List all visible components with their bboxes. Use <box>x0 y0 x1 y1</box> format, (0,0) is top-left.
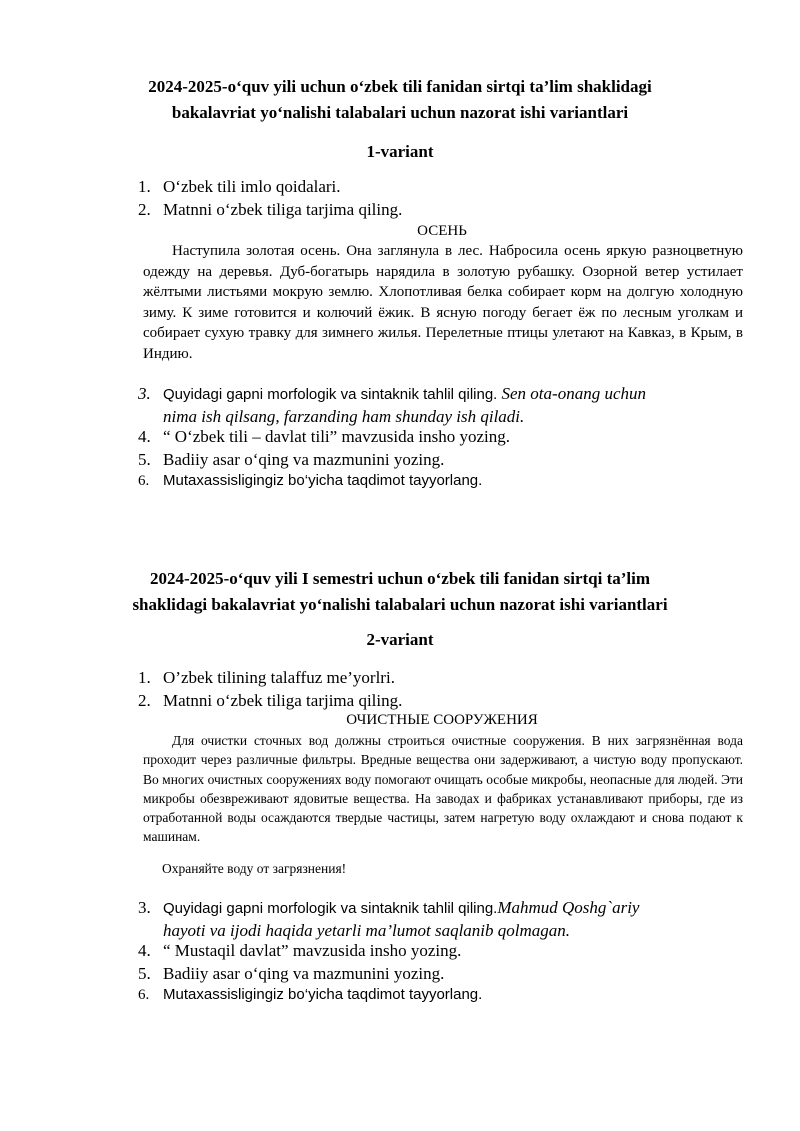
v1-item-2-text: Matnni o‘zbek tiligа tаrjimа qiling. <box>163 200 403 219</box>
v1-item-6-number: 6. <box>138 473 150 489</box>
v2-item-1-text: O’zbek tilining talaffuz me’yorlri. <box>163 668 395 687</box>
v2-item-2-number: 2. <box>138 691 151 710</box>
v1-variant-label: 1-variant <box>366 142 434 161</box>
v1-item-6-text: Mutaxassisligingiz bo‘yicha taqdimot tayyorlang. <box>163 472 483 489</box>
v1-item-3-task: Quyidagi gapni morfologik va sintaknik tahlil qiling. <box>163 386 502 403</box>
v1-item-1-number: 1. <box>138 177 151 196</box>
v1-item-5-text: Badiiy asar o‘qing va mazmunini yozing. <box>163 450 445 469</box>
v1-item-3-text <box>163 383 744 428</box>
v2-item-3-text <box>163 897 744 942</box>
v1-title-line2: bakalavriat yo‘nalishi talabalari uchun nazorat ishi variantlari <box>171 103 629 122</box>
v1-item-4-text: “ O‘zbek tili – davlat tili” mavzusida insho yozing. <box>163 427 510 446</box>
v2-text-title: ОЧИСТНЫЕ СООРУЖЕНИЯ <box>346 712 538 728</box>
v2-list-item-3 <box>138 897 744 941</box>
v2-text-closing: Охраняйте воду от загрязнения! <box>162 861 347 876</box>
v1-item-3-number: 3. <box>138 384 151 403</box>
v2-item-6-number: 6. <box>138 987 150 1003</box>
v2-title-line1: 2024-2025-o‘quv yili I semestri uchun o‘zbek tili fanidan sirtqi ta’lim <box>149 569 651 588</box>
v1-text-body: Наступила золотая осень. Она заглянула в лес. Набросила осень яркую разноцветную одежду на деревья. Дуб-богатырь нарядила в золотую рубашку. Озорной ветер устилает жёлтыми листьями мокрую землю. Хлопотливая белка собирает корм на долгую холодную зиму. К зиме готовится и колючий ёжик. В ясную погоду бегает ёж по лесным уголкам и собирает сухую травку для зимнего жилья. Перелетные птицы улетают на Кавказ, в Крым, в Индию. <box>143 243 743 362</box>
v2-text-body: Для очистки сточных вод должны строиться очистные сооружения. В них загрязнённая вода проходит через различные фильтры. Вредные вещества они задерживают, а чистую воду пропускают. Во многих очистных сооружениях воду помогают очищать особые микробы, неопасные для людей. Эти микробы обезвреживают ядовитые вещества. На заводах и фабриках устанавливают приборы, где из отработанной воды осаждаются твердые частицы, затем нагретую воду охлаждают и снова подают к машинам. <box>143 733 743 845</box>
v2-item-2-text: Matnni o‘zbek tiligа tаrjimа qiling. <box>163 691 403 710</box>
v2-item-5-number: 5. <box>138 964 151 983</box>
v2-item-5-text: Badiiy asar o‘qing va mazmunini yozing. <box>163 964 445 983</box>
v1-text-title: ОСЕНЬ <box>417 223 467 239</box>
v2-item-3-task: Quyidagi gapni morfologik va sintaknik tahlil qiling. <box>163 900 498 917</box>
v1-item-5-number: 5. <box>138 450 151 469</box>
v2-variant-label: 2-variant <box>366 630 434 649</box>
v2-item-6-text: Mutaxassisligingiz bo‘yicha taqdimot tayyorlang. <box>163 986 483 1003</box>
v1-item-3-sentence-line1: Sen ota-onang uchun <box>501 384 646 403</box>
v1-item-4-number: 4. <box>138 427 151 446</box>
v2-item-1-number: 1. <box>138 668 151 687</box>
v1-item-2-number: 2. <box>138 200 151 219</box>
v1-title-line1: 2024-2025-o‘quv yili uchun o‘zbek tili fanidan sirtqi ta’lim shaklidagi <box>148 77 652 96</box>
v1-item-3-sentence-line2: nima ish qilsang, farzanding ham shunday ish qiladi. <box>163 407 525 426</box>
v2-item-3-number: 3. <box>138 898 151 917</box>
v1-list-item-3 <box>138 383 744 427</box>
v2-title-line2: shaklidagi bakalavriat yo‘nalishi talabalari uchun nazorat ishi variantlari <box>132 595 668 614</box>
v1-item-1-text: O‘zbek tili imlo qoidalari. <box>163 177 341 196</box>
v2-item-4-text: “ Mustaqil davlat” mavzusida insho yozing. <box>163 941 462 960</box>
v2-item-4-number: 4. <box>138 941 151 960</box>
v2-item-3-sentence-line1: Mahmud Qoshg`ariy <box>497 898 640 917</box>
v2-item-3-sentence-line2: hayoti va ijodi haqida yetarli ma’lumot saqlanib qolmagan. <box>163 921 571 940</box>
